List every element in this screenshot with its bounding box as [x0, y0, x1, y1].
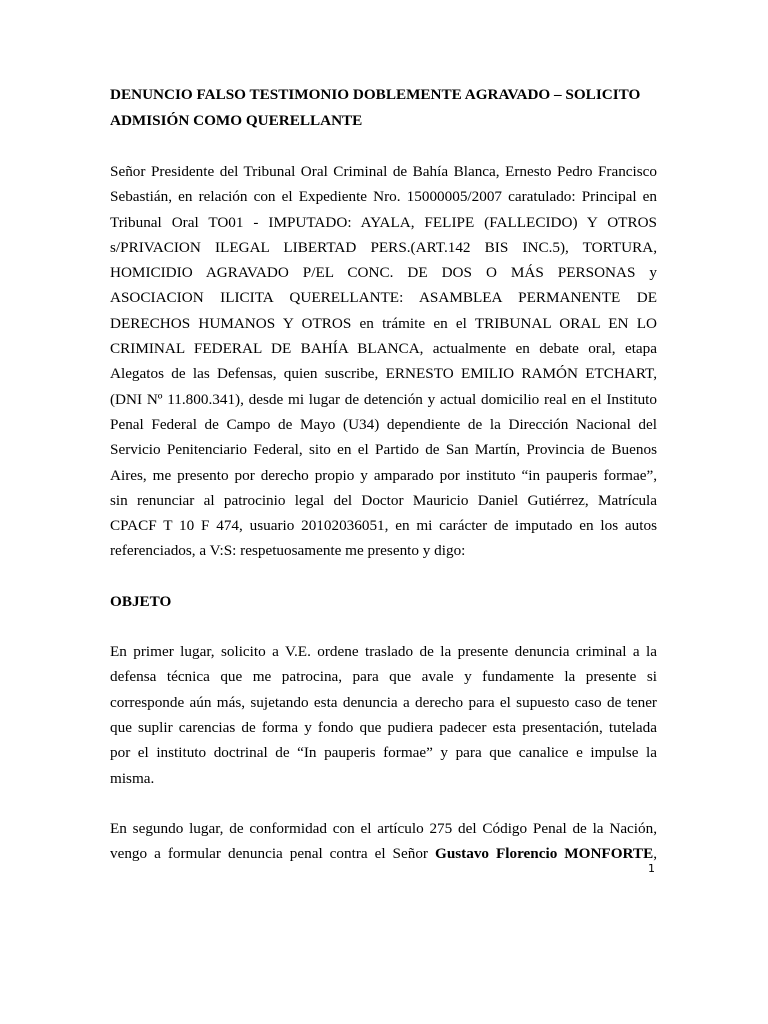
paragraph-line: Señor Presidente del Tribunal Oral Criminal de Bahía Blanca, Ernesto Pedro Francisco	[110, 163, 657, 180]
paragraph-line: Aires, me presento por derecho propio y amparado por instituto “in pauperis formae”,	[110, 466, 657, 484]
paragraph-line: defensa técnica que me patrocina, para que avale y fundamente la presente si	[110, 668, 657, 686]
defendant-name: Gustavo Florencio MONFORTE	[435, 845, 654, 863]
section-heading-objeto: OBJETO	[110, 592, 172, 610]
paragraph-line: s/PRIVACION ILEGAL LIBERTAD PERS.(ART.142 BIS INC.5), TORTURA,	[110, 238, 657, 256]
paragraph-line: ASOCIACION ILICITA QUERELLANTE: ASAMBLEA PERMANENTE DE	[110, 289, 657, 307]
paragraph-line: En primer lugar, solicito a V.E. ordene traslado de la presente denuncia criminal a la	[110, 643, 657, 661]
paragraph-line: CRIMINAL FEDERAL DE BAHÍA BLANCA, actualmente en debate oral, etapa	[110, 340, 657, 358]
paragraph-line: Sebastián, en relación con el Expediente Nro. 15000005/2007 caratulado: Principal en	[110, 188, 657, 206]
paragraph-line: corresponde aún más, sujetando esta denuncia a derecho para el supuesto caso de tener	[110, 693, 657, 711]
paragraph-line: En segundo lugar, de conformidad con el artículo 275 del Código Penal de la Nación,	[110, 819, 657, 837]
paragraph-line: misma.	[110, 769, 155, 787]
objeto-paragraph-1	[110, 639, 657, 791]
line-punctuation: ,	[653, 845, 657, 863]
paragraph-line: Servicio Penitenciario Federal, sito en el Partido de San Martín, Provincia de Buenos	[110, 441, 657, 459]
document-title	[110, 82, 657, 134]
paragraph-line: HOMICIDIO AGRAVADO P/EL CONC. DE DOS O MÁS PERSONAS y	[110, 264, 657, 282]
title-line: DENUNCIO FALSO TESTIMONIO DOBLEMENTE AGRAVADO – SOLICITO	[110, 86, 641, 103]
document-body	[110, 82, 657, 891]
paragraph-line: CPACF T 10 F 474, usuario 20102036051, en mi carácter de imputado en los autos	[110, 517, 657, 535]
paragraph-line: por el instituto doctrinal de “In pauperis formae” y para que canalice e impulse la	[110, 744, 657, 762]
line-text: vengo a formular denuncia penal contra el Señor	[110, 845, 435, 863]
paragraph-line: que suplir carencias de forma y fondo que pudiera padecer esta presentación, tutelada	[110, 718, 657, 736]
paragraph-line: sin renunciar al patrocinio legal del Doctor Mauricio Daniel Gutiérrez, Matrícula	[110, 491, 657, 509]
title-line: ADMISIÓN COMO QUERELLANTE	[110, 112, 363, 129]
paragraph-line: DERECHOS HUMANOS Y OTROS en trámite en el TRIBUNAL ORAL EN LO	[110, 314, 657, 332]
intro-paragraph	[110, 159, 657, 564]
page-number: 1	[648, 862, 655, 875]
paragraph-line: (DNI Nº 11.800.341), desde mi lugar de detención y actual domicilio real en el Instituto	[110, 390, 657, 408]
paragraph-line: referenciados, a V:S: respetuosamente me presento y digo:	[110, 542, 466, 560]
paragraph-line: Alegatos de las Defensas, quien suscribe, ERNESTO EMILIO RAMÓN ETCHART,	[110, 365, 657, 383]
paragraph-line: Penal Federal de Campo de Mayo (U34) dependiente de la Dirección Nacional del	[110, 415, 657, 433]
paragraph-line: Tribunal Oral TO01 - IMPUTADO: AYALA, FELIPE (FALLECIDO) Y OTROS	[110, 213, 657, 231]
objeto-paragraph-2	[110, 816, 657, 867]
paragraph-line-mixed	[110, 841, 657, 866]
